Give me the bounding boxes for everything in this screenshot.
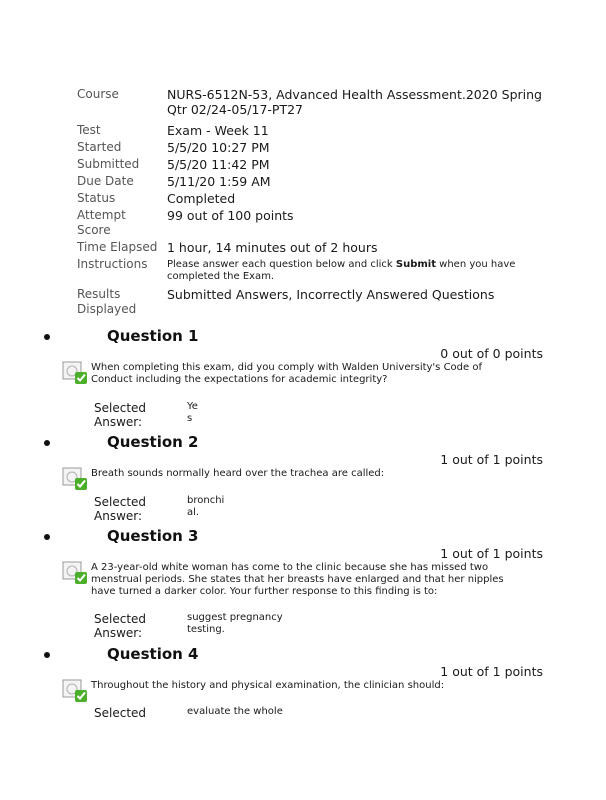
- test-value: Exam - Week 11: [167, 123, 269, 138]
- attempt-score-label: Attempt Score: [77, 208, 126, 237]
- started-row: [77, 140, 547, 155]
- question-title: Question 4: [107, 645, 199, 663]
- question-title: Question 2: [107, 433, 199, 451]
- question-title: Question 3: [107, 527, 199, 545]
- due-date-row: [77, 174, 547, 189]
- selected-answer-label: Selected Answer:: [94, 495, 147, 523]
- course-row: [77, 87, 547, 117]
- bullet-icon: [44, 652, 50, 658]
- selected-answer-value: evaluate the whole: [187, 706, 283, 717]
- question-text: Breath sounds normally heard over the trachea are called:: [91, 468, 385, 479]
- submitted-row: [77, 157, 547, 172]
- course-label: Course: [77, 87, 119, 101]
- selected-answer-value: bronchi al.: [187, 495, 225, 518]
- question-points: 1 out of 1 points: [440, 664, 543, 679]
- question-text: When completing this exam, did you comply with Walden University's Code of Conduct including the expectations for academic integrity?: [91, 362, 482, 385]
- test-label: Test: [77, 123, 101, 137]
- correct-check-icon: [62, 467, 88, 491]
- question-text: A 23-year-old white woman has come to the clinic because she has missed two menstrual periods. She states that her breasts have enlarged and that her nipples have turned a darker color. Your further response to this finding is to:: [91, 562, 504, 597]
- attempt-score-value: 99 out of 100 points: [167, 208, 294, 223]
- time-elapsed-row: [77, 240, 547, 255]
- results-displayed-value: Submitted Answers, Incorrectly Answered Questions: [167, 287, 495, 302]
- started-label: Started: [77, 140, 122, 154]
- test-row: [77, 123, 547, 138]
- question-points: 1 out of 1 points: [440, 452, 543, 467]
- submitted-label: Submitted: [77, 157, 140, 171]
- attempt-score-row: [77, 208, 547, 238]
- status-value: Completed: [167, 191, 236, 206]
- question-points: 1 out of 1 points: [440, 546, 543, 561]
- question-title: Question 1: [107, 327, 199, 345]
- correct-check-icon: [62, 679, 88, 703]
- correct-check-icon: [62, 361, 88, 385]
- selected-answer-label: Selected Answer:: [94, 401, 147, 429]
- bullet-icon: [44, 334, 50, 340]
- results-displayed-row: [77, 287, 547, 317]
- started-value: 5/5/20 10:27 PM: [167, 140, 270, 155]
- due-date-label: Due Date: [77, 174, 134, 188]
- question-points: 0 out of 0 points: [440, 346, 543, 361]
- results-displayed-label: Results Displayed: [77, 287, 137, 316]
- correct-check-icon: [62, 561, 88, 585]
- instructions-value: Please answer each question below and click Submit when you have completed the Exam.: [167, 259, 516, 282]
- status-row: [77, 191, 547, 206]
- bullet-icon: [44, 440, 50, 446]
- time-elapsed-value: 1 hour, 14 minutes out of 2 hours: [167, 240, 378, 255]
- instructions-label: Instructions: [77, 257, 148, 271]
- exam-details: [77, 87, 547, 319]
- time-elapsed-label: Time Elapsed: [77, 240, 158, 254]
- due-date-value: 5/11/20 1:59 AM: [167, 174, 271, 189]
- submitted-value: 5/5/20 11:42 PM: [167, 157, 270, 172]
- question-text: Throughout the history and physical examination, the clinician should:: [91, 680, 445, 691]
- selected-answer-value: suggest pregnancy testing.: [187, 612, 283, 635]
- instructions-row: [77, 257, 547, 283]
- selected-answer-label: Selected: [94, 706, 147, 720]
- status-label: Status: [77, 191, 116, 205]
- course-value: NURS-6512N-53, Advanced Health Assessment.2020 Spring Qtr 02/24-05/17-PT27: [167, 87, 542, 117]
- selected-answer-value: Ye s: [187, 401, 198, 424]
- submit-emphasis: Submit: [395, 259, 436, 270]
- bullet-icon: [44, 534, 50, 540]
- selected-answer-label: Selected Answer:: [94, 612, 147, 640]
